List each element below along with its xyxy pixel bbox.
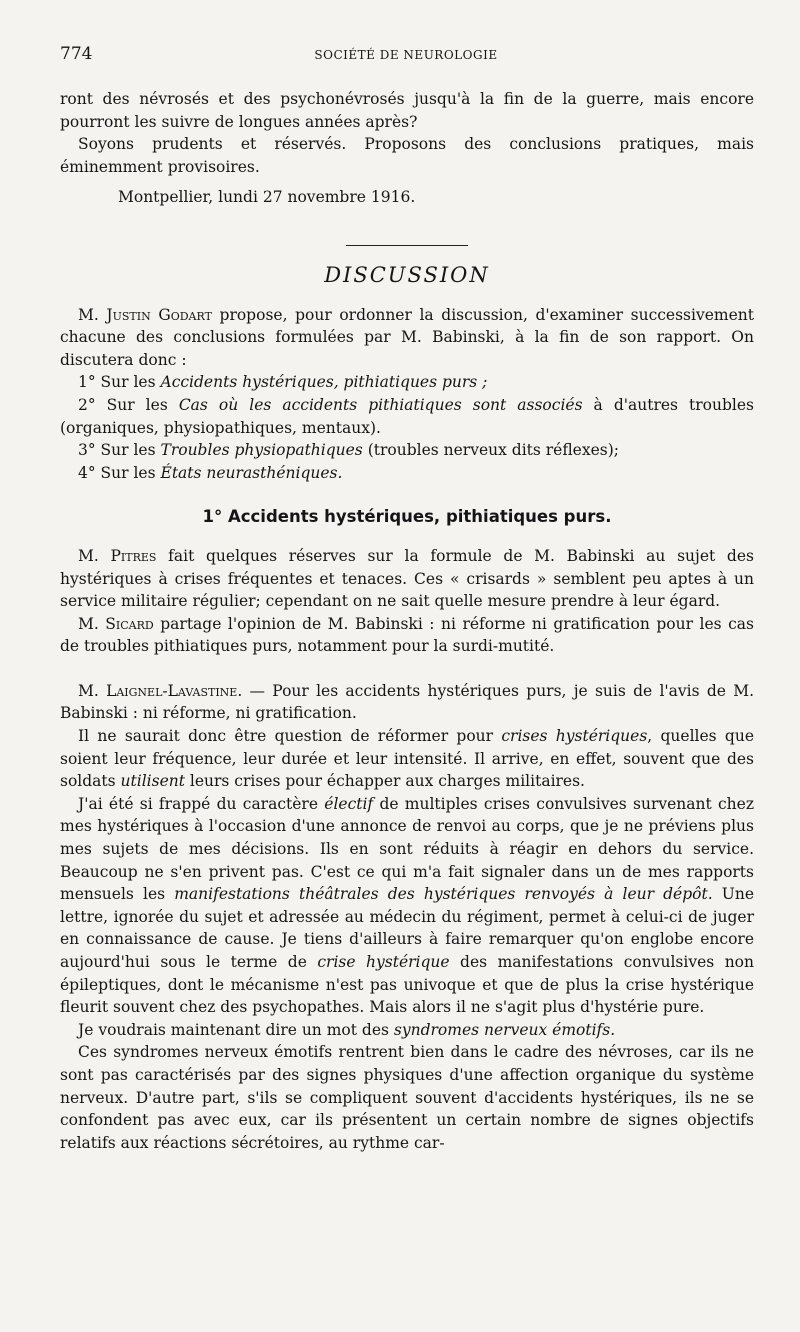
list-item (60, 394, 754, 439)
emphasis: crise hystérique (317, 953, 450, 971)
item-text: 2° Sur les (78, 395, 179, 414)
speaker-name: M. Sicard (78, 614, 154, 633)
section-divider (346, 245, 468, 246)
paragraph (60, 1019, 754, 1042)
paragraph: Soyons prudents et réservés. Proposons des conclusions pratiques, mais éminemment provisoires. (60, 135, 754, 176)
paragraph-text: Une lettre, ignorée du sujet et adressée au médecin du régiment, permet à celui-ci de juger en connaissance de cause. Je tiens d'ailleurs à faire remarquer qu'on englobe encore aujourd'hui sous le terme de (60, 885, 754, 971)
paragraph-text: , quelles que soient leur fréquence, leur durée et leur intensité. Il arrive, en effet, souvent que des soldats (60, 727, 754, 791)
paragraph-text: J'ai été si frappé du caractère (78, 794, 325, 813)
paragraph (60, 725, 754, 793)
item-text: 3° Sur les (78, 441, 161, 460)
paragraph-text: de multiples crises convulsives survenant chez mes hystériques à l'occasion d'une annonce de renvoi au corps, que je ne préviens plus mes sujets de mes décisions. Ils en sont réduits à réagir en dehors du service. Beaucoup ne s'en privent pas. C'est ce qui m'a fait signaler dans un de mes rapports mensuels les (60, 794, 754, 904)
list-item (60, 439, 754, 462)
emphasis: crises hystériques (501, 727, 648, 746)
paragraph: Ces syndromes nerveux émotifs rentrent bien dans le cadre des névroses, car ils ne sont pas caractérisés par des signes physiques d'une affection organique du système nerveux. D'autre part, s'ils se compliquent souvent d'accidents hystériques, ils ne se confondent pas avec eux, car ils présentent un certain nombre de signes objectifs relatifs aux réactions sécrétoires, au rythme car- (60, 1043, 754, 1152)
speaker-name: M. Pitres (78, 546, 157, 565)
paragraph (60, 793, 754, 1019)
item-text: (troubles nerveux dits réflexes); (362, 441, 619, 460)
running-header (60, 44, 752, 68)
paragraph (60, 613, 754, 658)
emphasis: électif (324, 794, 374, 813)
paragraph (60, 680, 754, 725)
paragraph: ront des névrosés et des psychonévrosés jusqu'à la fin de la guerre, mais encore pourront les suivre de longues années après? (60, 90, 754, 131)
emphasis: syndromes nerveux émotifs. (393, 1020, 616, 1039)
text-body (60, 88, 754, 1154)
dateline: Montpellier, lundi 27 novembre 1916. (118, 188, 416, 207)
running-title: SOCIÉTÉ DE NEUROLOGIE (314, 48, 498, 62)
emphasis: utilisent (120, 772, 185, 791)
list-item (60, 462, 754, 485)
section-heading: 1° Accidents hystériques, pithiatiques purs. (202, 507, 612, 527)
paragraph-text: Je voudrais maintenant dire un mot des (78, 1020, 394, 1039)
page-number: 774 (60, 44, 93, 64)
paragraph (60, 545, 754, 613)
item-emphasis: Troubles physiopathiques (160, 441, 363, 460)
discussion-heading: DISCUSSION (324, 262, 490, 287)
item-text: à d'autres troubles (organiques, physiopathiques, mentaux). (60, 395, 754, 437)
list-item (60, 371, 754, 394)
item-emphasis: Cas où les accidents pithiatiques sont associés (178, 395, 583, 414)
paragraph-text: — Pour les accidents hystériques purs, je suis de l'avis de M. Babinski : ni réforme, ni gratification. (60, 681, 755, 723)
paragraph (60, 304, 754, 372)
item-text: 4° Sur les (78, 463, 161, 482)
paragraph-text: fait quelques réserves sur la formule de M. Babinski au sujet des hystériques à crises fréquentes et tenaces. Ces « crisards » semblent peu aptes à un service militaire régulier; cependant on ne sait quelle mesure prendre à leur égard. (60, 546, 754, 611)
paragraph-text: leurs crises pour échapper aux charges militaires. (184, 772, 585, 791)
emphasis: manifestations théâtrales des hystériques renvoyés à leur dépôt. (174, 885, 713, 904)
speaker-name: M. Laignel-Lavastine. (78, 681, 243, 700)
item-emphasis: Accidents hystériques, pithiatiques purs ; (160, 373, 488, 392)
paragraph-text: Il ne saurait donc être question de réformer pour (78, 727, 502, 746)
paragraph-text: propose, pour ordonner la discussion, d'examiner successivement chacune des conclusions formulées par M. Babinski, à la fin de son rapport. On discutera donc : (60, 305, 754, 369)
paragraph-text: des manifestations convulsives non épileptiques, dont le mécanisme n'est pas univoque et que de plus la crise hystérique fleurit souvent chez des psychopathes. Mais alors il ne s'agit plus d'hystérie pure. (60, 953, 754, 1017)
speaker-name: M. Justin Godart (78, 305, 212, 324)
item-text: 1° Sur les (78, 373, 161, 392)
item-emphasis: États neurasthéniques. (160, 463, 343, 482)
paragraph-text: partage l'opinion de M. Babinski : ni réforme ni gratification pour les cas de troubles pithiatiques purs, notamment pour la surdi-mutité. (60, 614, 754, 656)
